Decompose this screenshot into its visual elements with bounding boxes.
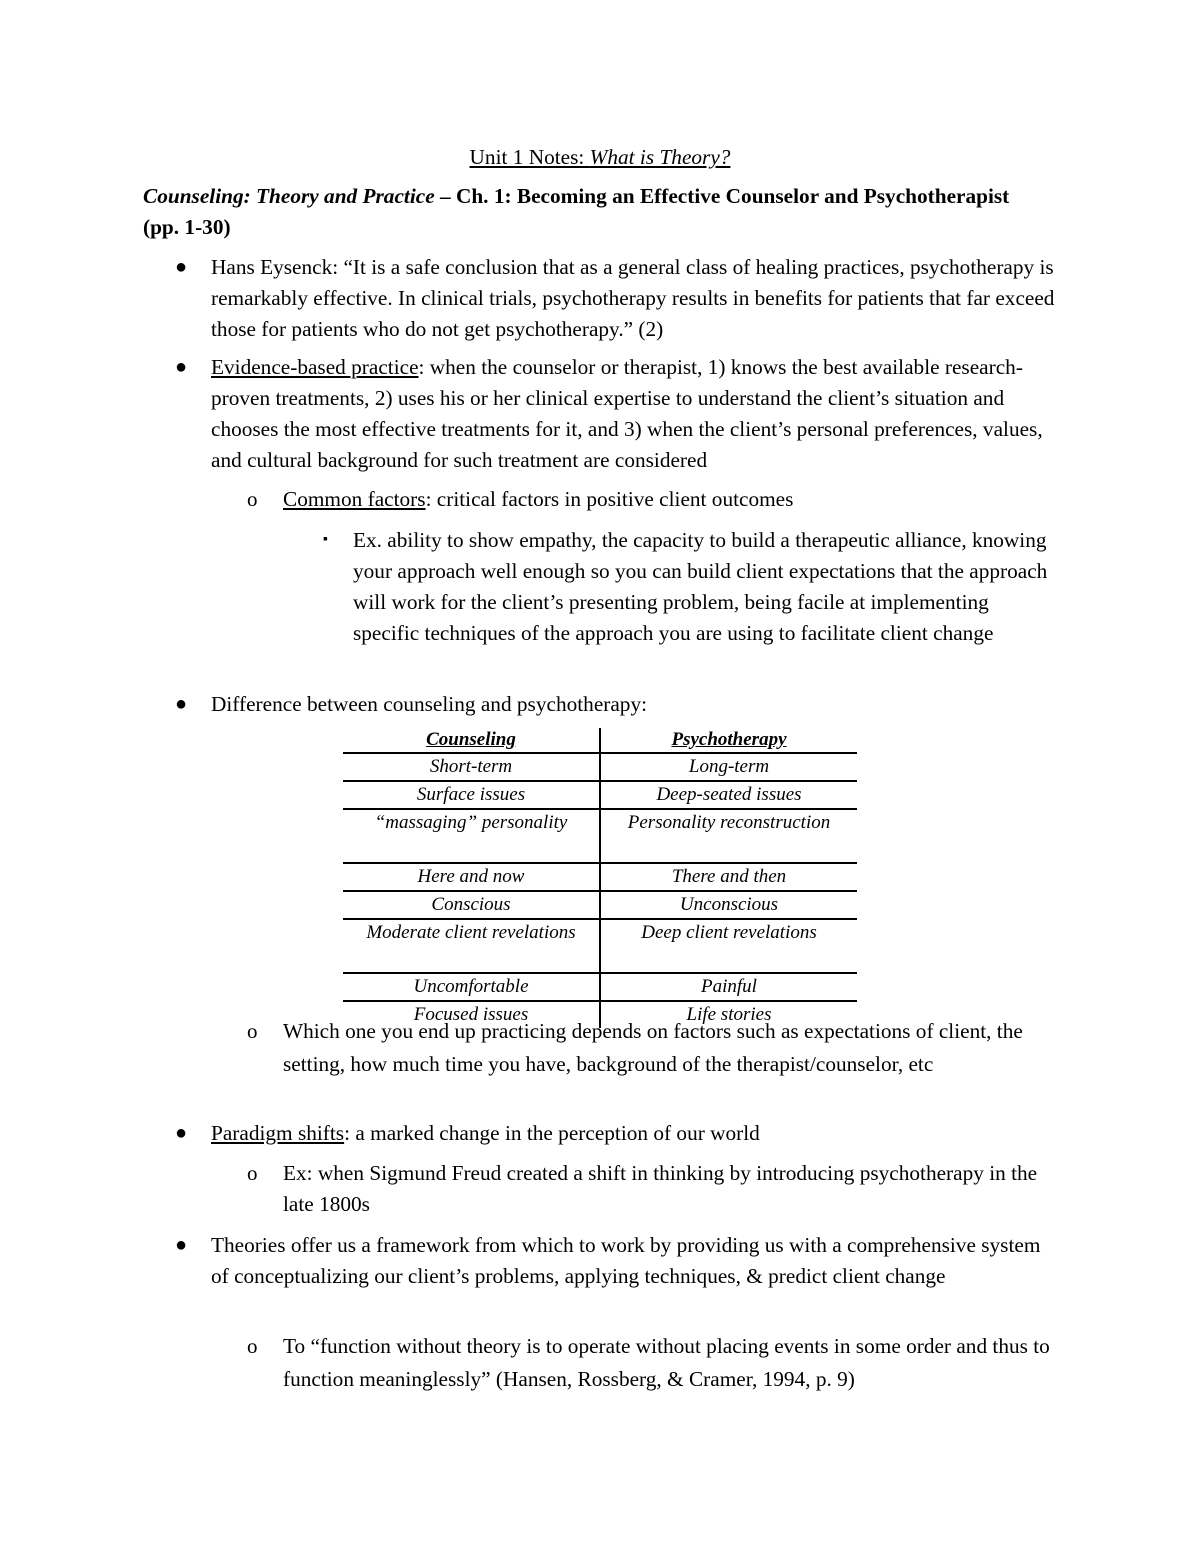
difference-text: Difference between counseling and psychotherapy: — [211, 692, 648, 716]
bullet-circle-icon: o — [247, 487, 258, 511]
list-item-common-factors-example — [323, 525, 1053, 649]
table-cell: Unconscious — [600, 891, 857, 919]
page-title — [0, 143, 1200, 171]
list-item-eysenck — [175, 252, 1061, 345]
bullet-circle-icon: o — [247, 1334, 258, 1358]
table-cell: There and then — [600, 863, 857, 891]
header-psychotherapy: Psychotherapy — [600, 728, 857, 753]
table-row — [343, 781, 857, 809]
table-cell: Deep-seated issues — [600, 781, 857, 809]
table-header-row — [343, 728, 857, 753]
table-row — [343, 809, 857, 863]
chapter-heading — [143, 181, 1023, 243]
title-prefix: Unit 1 Notes: — [469, 145, 590, 169]
list-item-paradigm-shifts — [175, 1118, 1061, 1149]
table-cell: Life stories — [686, 1004, 772, 1025]
definition-evidence-based: : when the counselor or therapist, 1) knows the best available research-proven treatments, 2) uses his or her clinical expertise to understand the client’s situation and chooses the most effective treatments for it, and 3) when the client’s personal preferences, values, and cultural background for such treatment are considered — [211, 355, 1043, 472]
comparison-table — [343, 728, 857, 1028]
bullet-dot-icon: ● — [175, 256, 188, 278]
term-evidence-based: Evidence-based practice — [211, 355, 419, 379]
book-title: Counseling: Theory and Practice — [143, 184, 435, 208]
bullet-dot-icon: ● — [175, 1234, 188, 1256]
table-cell: Surface issues — [343, 781, 600, 809]
table-cell: Here and now — [343, 863, 600, 891]
table-cell: Focused issues — [343, 1001, 600, 1028]
table-cell: Uncomfortable — [343, 973, 600, 1001]
table-cell: Moderate client revelations — [343, 919, 600, 973]
chapter-title: – Ch. 1: Becoming an Effective Counselor and Psychotherapist (pp. 1-30) — [143, 184, 1010, 239]
table-cell: Long-term — [600, 753, 857, 781]
bullet-dot-icon: ● — [175, 693, 188, 715]
table-row — [343, 973, 857, 1001]
eysenck-quote: Hans Eysenck: “It is a safe conclusion that as a general class of healing practices, psychotherapy is remarkably effective. In clinical trials, psychotherapy results in benefits for patients that far exceed those for patients who do not get psychotherapy.” (2) — [211, 255, 1055, 341]
common-factors-example: Ex. ability to show empathy, the capacity to build a therapeutic alliance, knowing your approach well enough so you can build client expectations that the approach will work for the client’s presenting problem, being facile at implementing specific techniques of the approach you are using to facilitate client change — [353, 528, 1048, 645]
table-row — [343, 891, 857, 919]
bullet-dot-icon: ● — [175, 1122, 188, 1144]
table-cell: Conscious — [343, 891, 600, 919]
table-cell: Painful — [600, 973, 857, 1001]
freud-example-text: Ex: when Sigmund Freud created a shift in thinking by introducing psychotherapy in the late 1800s — [283, 1161, 1038, 1216]
title-emphasis: What is Theory? — [589, 145, 731, 169]
table-cell: “massaging” personality — [343, 809, 600, 863]
which-one-text: Which one you end up practicing depends on factors such as expectations of client, the setting, how much time you have, background of the therapist/counselor, etc — [283, 1019, 1023, 1076]
list-item-difference — [175, 689, 1061, 720]
bullet-circle-icon: o — [247, 1019, 258, 1043]
bullet-circle-icon: o — [247, 1161, 258, 1185]
header-counseling: Counseling — [343, 728, 600, 753]
bullet-square-icon: ▪ — [323, 532, 328, 547]
table-row — [343, 753, 857, 781]
list-item-evidence-based — [175, 352, 1061, 476]
list-item-theories — [175, 1230, 1061, 1292]
definition-paradigm-shifts: : a marked change in the perception of our world — [344, 1121, 760, 1145]
list-item-which-one — [247, 1015, 1063, 1081]
table-row — [343, 919, 857, 973]
list-item-hansen-quote — [247, 1330, 1063, 1396]
list-item-freud-example — [247, 1158, 1063, 1220]
table-cell: Short-term — [343, 753, 600, 781]
definition-common-factors: : critical factors in positive client outcomes — [425, 487, 794, 511]
bullet-dot-icon: ● — [175, 356, 188, 378]
list-item-common-factors — [247, 484, 1063, 515]
table-cell: Personality reconstruction — [600, 809, 857, 863]
hansen-quote-text: To “function without theory is to operate without placing events in some order and thus to function meaninglessly” (Hansen, Rossberg, & Cramer, 1994, p. 9) — [283, 1334, 1050, 1391]
theories-text: Theories offer us a framework from which to work by providing us with a comprehensive system of conceptualizing our client’s problems, applying techniques, & predict client change — [211, 1233, 1041, 1288]
table-row — [343, 863, 857, 891]
table-cell: Deep client revelations — [600, 919, 857, 973]
term-paradigm-shifts: Paradigm shifts — [211, 1121, 345, 1145]
term-common-factors: Common factors — [283, 487, 426, 511]
